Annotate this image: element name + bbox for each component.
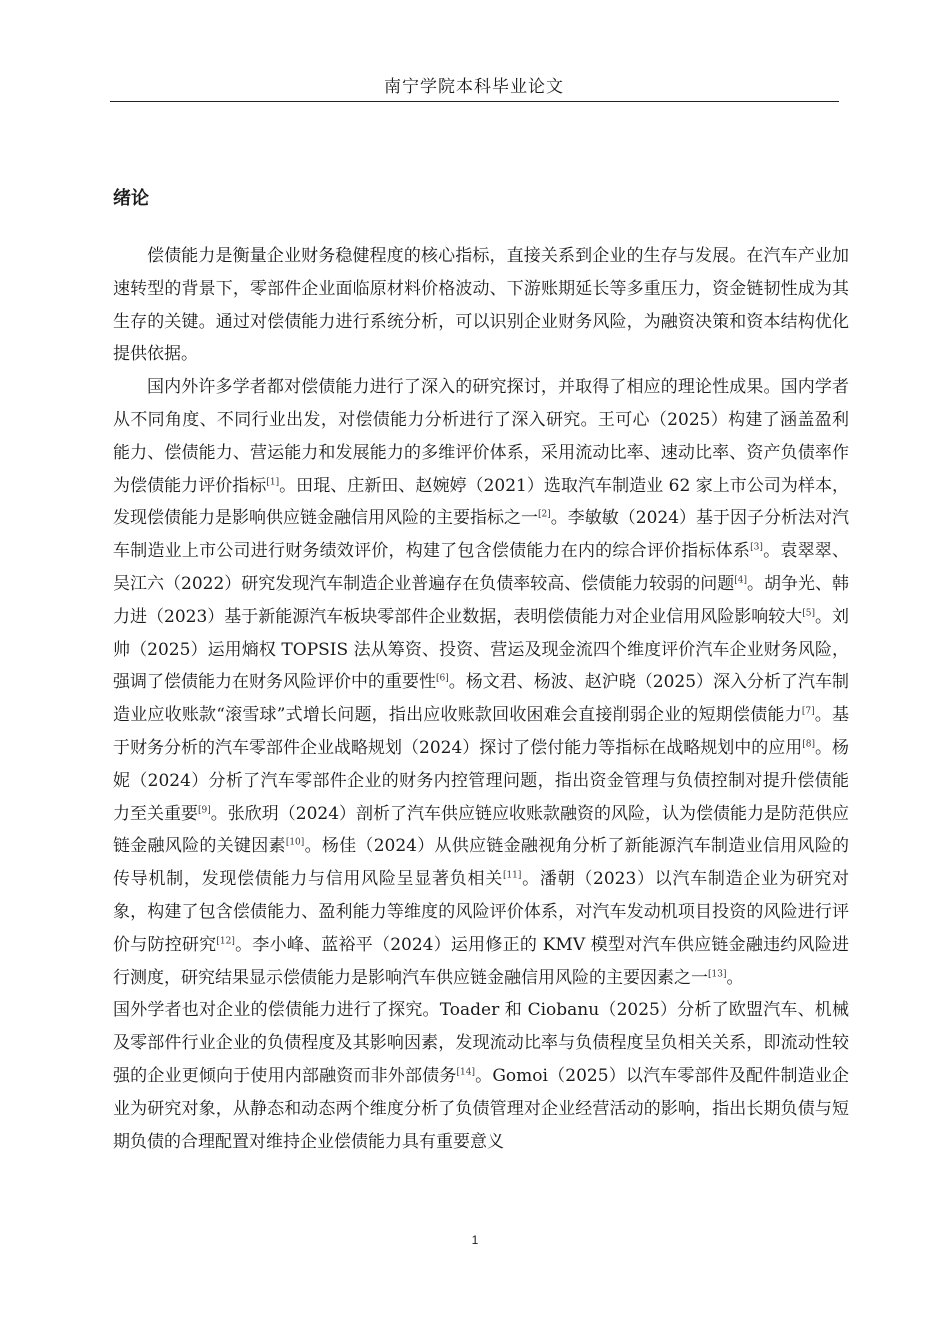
text-run: 国外学者也对企业的偿债能力进行了探究。Toader 和 Ciobanu（2025）分析了欧盟汽车、机械及零部件行业企业的负债程度及其影响因素，发现流动比率与负债程度呈负相关关系，即流动性较强的企业更倾向于使用内部融资而非外部债务 [113, 1000, 849, 1086]
text-run: 。潘朝（2023）以汽车制造企业为研究对象，构建了包含偿债能力、盈利能力等维度的风险评价体系，对汽车发动机项目投资的风险进行评价与防控研究 [113, 869, 849, 955]
text-run: 。袁翠翠、吴江六（2022）研究发现汽车制造企业普遍存在负债率较高、偿债能力较弱的问题 [113, 541, 850, 594]
body-text [113, 184, 849, 1158]
citation-3: [3] [750, 542, 763, 553]
citation-5: [5] [802, 608, 816, 619]
page-number: 1 [471, 1233, 479, 1247]
citation-1: [1] [266, 476, 280, 487]
citation-7: [7] [801, 706, 815, 717]
paragraph-domestic-literature [113, 371, 849, 994]
citation-10: [10] [285, 837, 305, 848]
text-run: 。杨佳（2024）从供应链金融视角分析了新能源汽车制造业信用风险的传导机制，发现偿债能力与信用风险呈显著负相关 [113, 836, 849, 890]
text-run: 。李小峰、蓝裕平（2024）运用修正的 KMV 模型对汽车供应链金融违约风险进行测度，研究结果显示偿债能力是影响汽车供应链金融信用风险的主要因素之一 [113, 934, 849, 988]
text-run: 。基于财务分析的汽车零部件企业战略规划（2024）探讨了偿付能力等指标在战略规划中的应用 [113, 705, 849, 758]
text-run: 。李敏敏（2024）基于因子分析法对汽车制造业上市公司进行财务绩效评价，构建了包含偿债能力在内的综合评价指标体系 [113, 508, 850, 562]
text-run: 。 [726, 967, 744, 988]
text-run: 。杨妮（2024）分析了汽车零部件企业的财务内控管理问题，指出资金管理与负债控制对提升偿债能力至关重要 [113, 737, 850, 824]
paragraph-foreign-literature [113, 994, 849, 1158]
citation-4: [4] [734, 575, 748, 586]
citation-12: [12] [216, 936, 235, 947]
text-run: 。胡争光、韩力进（2023）基于新能源汽车板块零部件企业数据，表明偿债能力对企业信用风险影响较大 [113, 573, 850, 627]
text-run: 。Gomoi（2025）以汽车零部件及配件制造业企业为研究对象，从静态和动态两个维度分析了负债管理对企业经营活动的影响，指出长期负债与短期负债的合理配置对维持企业偿债能力具有重要意义 [113, 1065, 849, 1152]
text-run: 国内外许多学者都对偿债能力进行了深入的研究探讨，并取得了相应的理论性成果。国内学者从不同角度、不同行业出发，对偿债能力分析进行了深入研究。王可心（2025）构建了涵盖盈利能力、偿债能力、营运能力和发展能力的多维评价体系，采用流动比率、速动比率、资产负债率作为偿债能力评价指标 [113, 377, 849, 496]
text-run: 。田琨、庄新田、赵婉婷（2021）选取汽车制造业 62 家上市公司为样本，发现偿债能力是影响供应链金融信用风险的主要指标之一 [113, 475, 850, 529]
text-run: 。张欣玥（2024）剖析了汽车供应链应收账款融资的风险，认为偿债能力是防范供应链金融风险的关键因素 [113, 803, 850, 857]
citation-14: [14] [456, 1067, 475, 1078]
citation-9: [9] [198, 804, 211, 815]
citation-8: [8] [802, 739, 816, 750]
text-run: 。刘帅（2025）运用熵权 TOPSIS 法从筹资、投资、营运及现金流四个维度评价汽车企业财务风险，强调了偿债能力在财务风险评价中的重要性 [113, 606, 850, 693]
text-run: 。杨文君、杨波、赵沪晓（2025）深入分析了汽车制造业应收账款“滚雪球”式增长问题，指出应收账款回收困难会直接削弱企业的短期偿债能力 [113, 672, 850, 726]
paragraph-intro: 偿债能力是衡量企业财务稳健程度的核心指标，直接关系到企业的生存与发展。在汽车产业加速转型的背景下，零部件企业面临原材料价格波动、下游账期延长等多重压力，资金链韧性成为其生存的关键。通过对偿债能力进行系统分析，可以识别企业财务风险，为融资决策和资本结构优化提供依据。 [113, 246, 849, 365]
citation-13: [13] [708, 968, 727, 979]
section-heading: 绪论 [113, 188, 149, 209]
citation-2: [2] [538, 509, 551, 520]
header-rule [110, 101, 839, 102]
running-header: 南宁学院本科毕业论文 [384, 77, 564, 97]
citation-6: [6] [436, 673, 449, 684]
citation-11: [11] [502, 870, 522, 881]
